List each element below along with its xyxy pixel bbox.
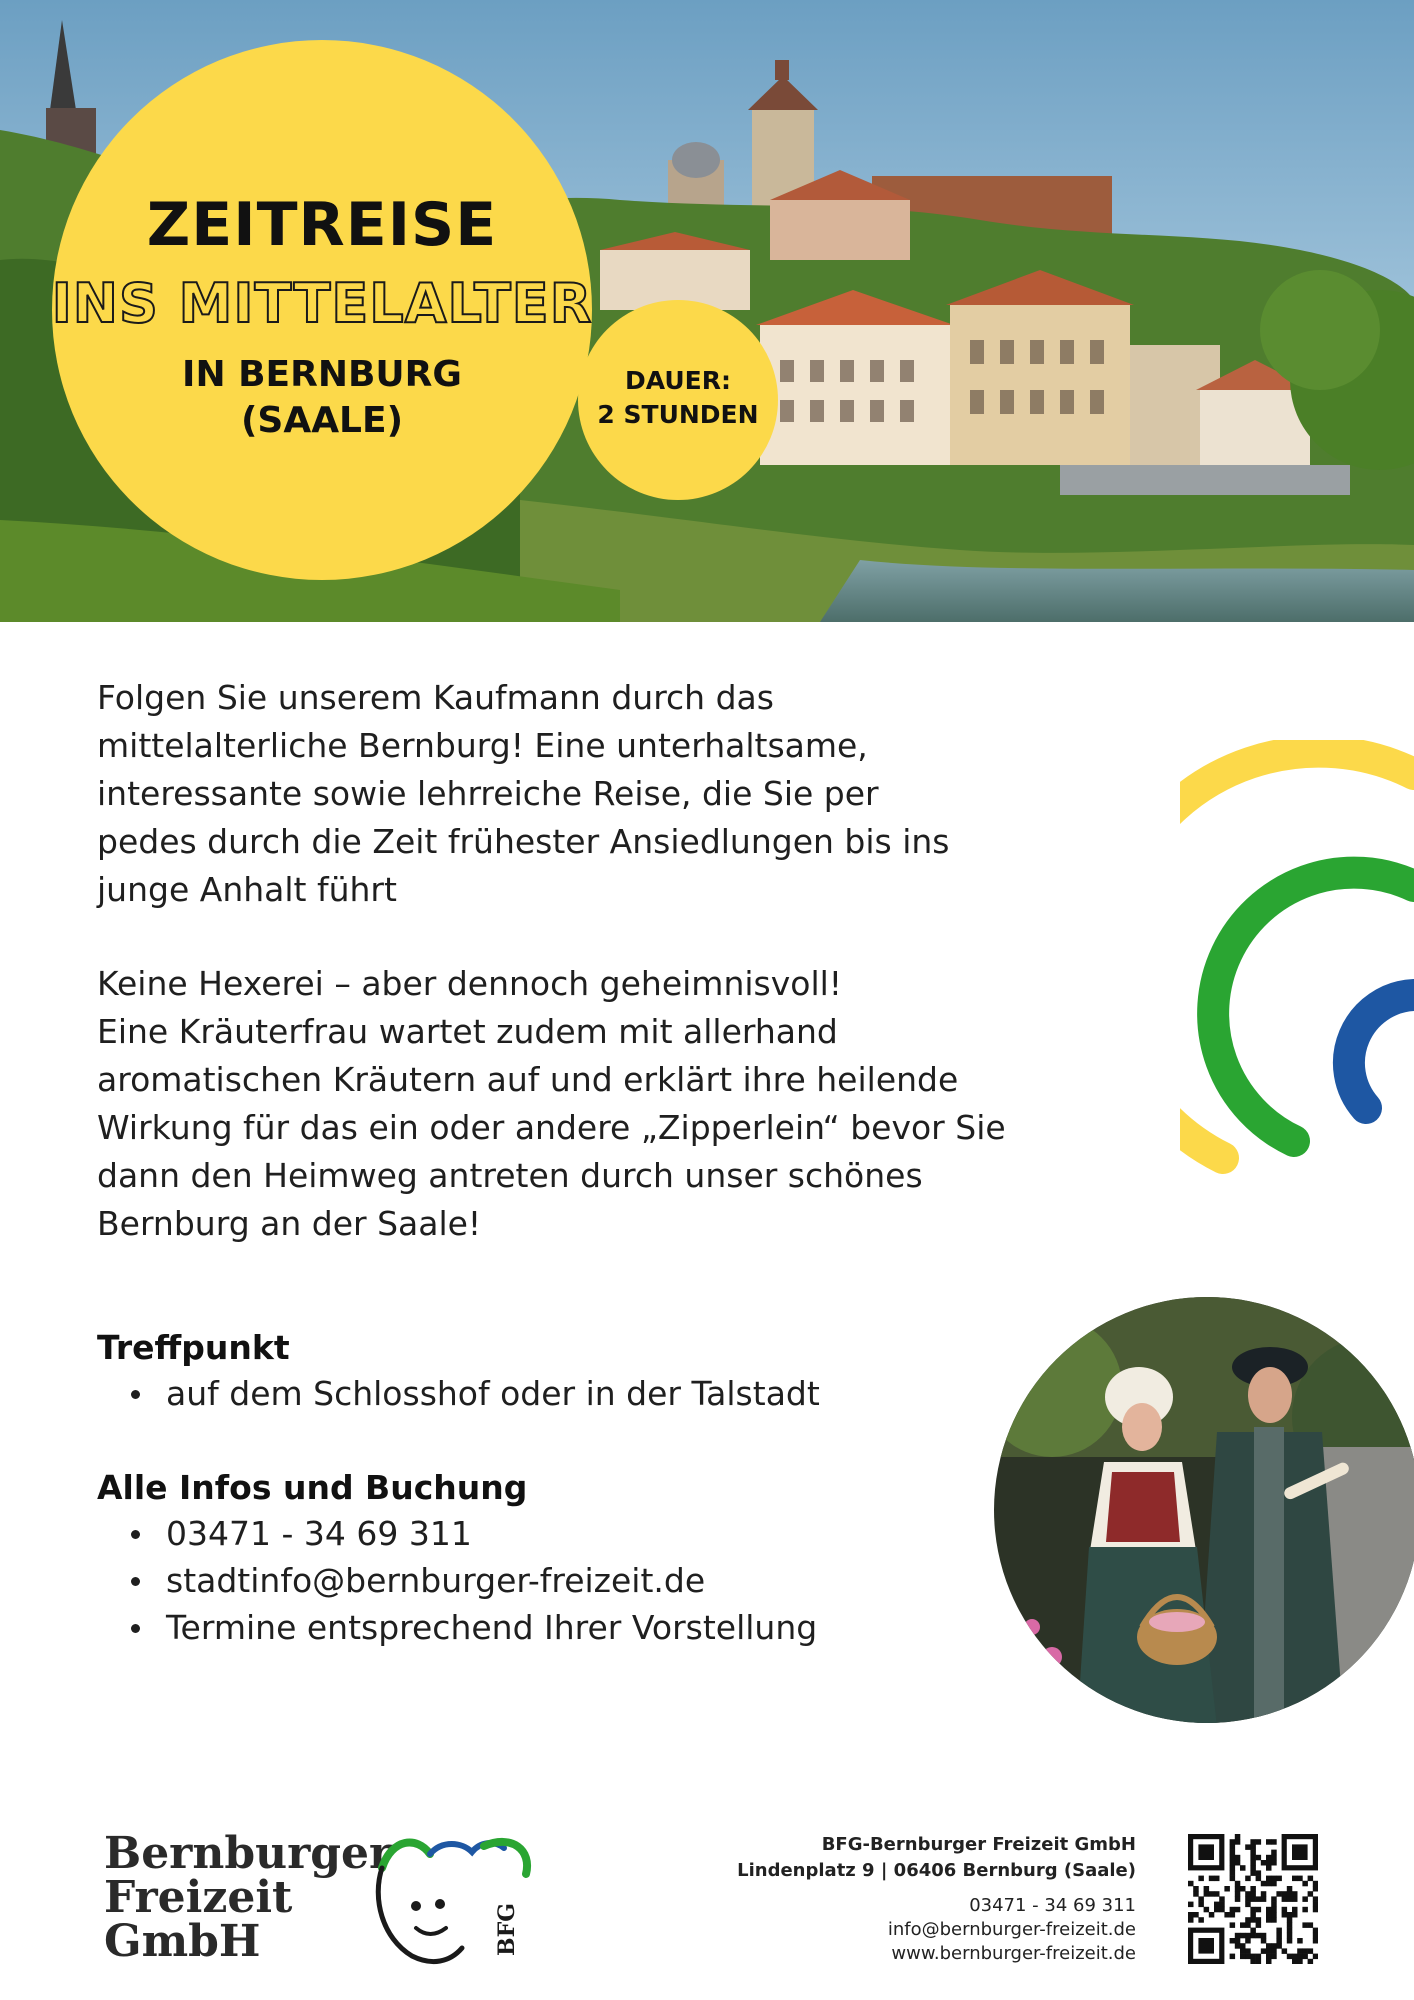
phone-number: 03471 - 34 69 311 <box>166 1514 472 1553</box>
intro-line: junge Anhalt führt <box>97 870 397 909</box>
bullet-dot-icon <box>131 1390 140 1399</box>
list-item <box>97 1557 817 1604</box>
intro-paragraph-2 <box>97 960 1137 1248</box>
contact-block <box>737 1832 1136 1966</box>
info-list <box>97 1510 817 1651</box>
decorative-arcs <box>1180 740 1414 1180</box>
bullet-dot-icon <box>131 1577 140 1586</box>
list-item-text: auf dem Schlosshof oder in der Talstadt <box>166 1374 820 1413</box>
intro-line: pedes durch die Zeit frühester Ansiedlungen bis ins <box>97 822 950 861</box>
costumed-guides-photo <box>992 1297 1414 1723</box>
bullet-dot-icon <box>131 1530 140 1539</box>
company-logo-text <box>104 1828 393 1967</box>
title-mittelalter: INS MITTELALTER <box>51 272 593 335</box>
company-website[interactable]: www.bernburger-freizeit.de <box>891 1943 1136 1964</box>
qr-code-icon[interactable] <box>1188 1834 1318 1964</box>
intro-line: Wirkung für das ein oder andere „Zipperlein“ bevor Sie <box>97 1108 1006 1147</box>
company-email[interactable]: info@bernburger-freizeit.de <box>887 1919 1136 1940</box>
logo-line: Freizeit <box>104 1872 293 1923</box>
title-location <box>52 352 592 444</box>
hero-banner <box>0 0 1414 622</box>
intro-line: Folgen Sie unserem Kaufmann durch das <box>97 678 774 717</box>
intro-line: mittelalterliche Bernburg! Eine unterhaltsame, <box>97 726 868 765</box>
info-heading: Alle Infos und Buchung <box>97 1468 528 1507</box>
company-address: Lindenplatz 9 | 06406 Bernburg (Saale) <box>737 1860 1136 1881</box>
intro-line: dann den Heimweg antreten durch unser schönes <box>97 1156 923 1195</box>
title-location-city: IN BERNBURG <box>182 354 462 395</box>
list-item <box>97 1370 820 1417</box>
intro-line: Eine Kräuterfrau wartet zudem mit allerhand <box>97 1012 838 1051</box>
company-phone: 03471 - 34 69 311 <box>969 1895 1136 1916</box>
appointment-note: Termine entsprechend Ihrer Vorstellung <box>166 1608 818 1647</box>
intro-paragraph-1 <box>97 674 1137 914</box>
duration-label: DAUER: <box>625 366 731 395</box>
intro-line: aromatischen Kräutern auf und erklärt ihre heilende <box>97 1060 959 1099</box>
list-item <box>97 1604 817 1651</box>
meeting-heading: Treffpunkt <box>97 1328 290 1367</box>
bullet-dot-icon <box>131 1624 140 1633</box>
company-name: BFG-Bernburger Freizeit GmbH <box>821 1834 1136 1855</box>
title-location-river: (SAALE) <box>240 400 404 441</box>
intro-line: Bernburg an der Saale! <box>97 1204 482 1243</box>
logo-line: GmbH <box>104 1916 261 1967</box>
title-zeitreise: ZEITREISE <box>146 190 498 260</box>
duration-value: 2 STUNDEN <box>597 400 759 429</box>
bear-logo-icon <box>372 1828 542 1968</box>
duration-badge <box>578 300 778 500</box>
meeting-list <box>97 1370 820 1417</box>
email-address: stadtinfo@bernburger-freizeit.de <box>166 1561 706 1600</box>
logo-badge-text: BFG <box>494 1902 520 1956</box>
list-item <box>97 1510 817 1557</box>
intro-line: Keine Hexerei – aber dennoch geheimnisvoll! <box>97 964 843 1003</box>
intro-line: interessante sowie lehrreiche Reise, die Sie per <box>97 774 879 813</box>
title-circle <box>52 40 592 580</box>
logo-line: Bernburger <box>104 1828 393 1879</box>
